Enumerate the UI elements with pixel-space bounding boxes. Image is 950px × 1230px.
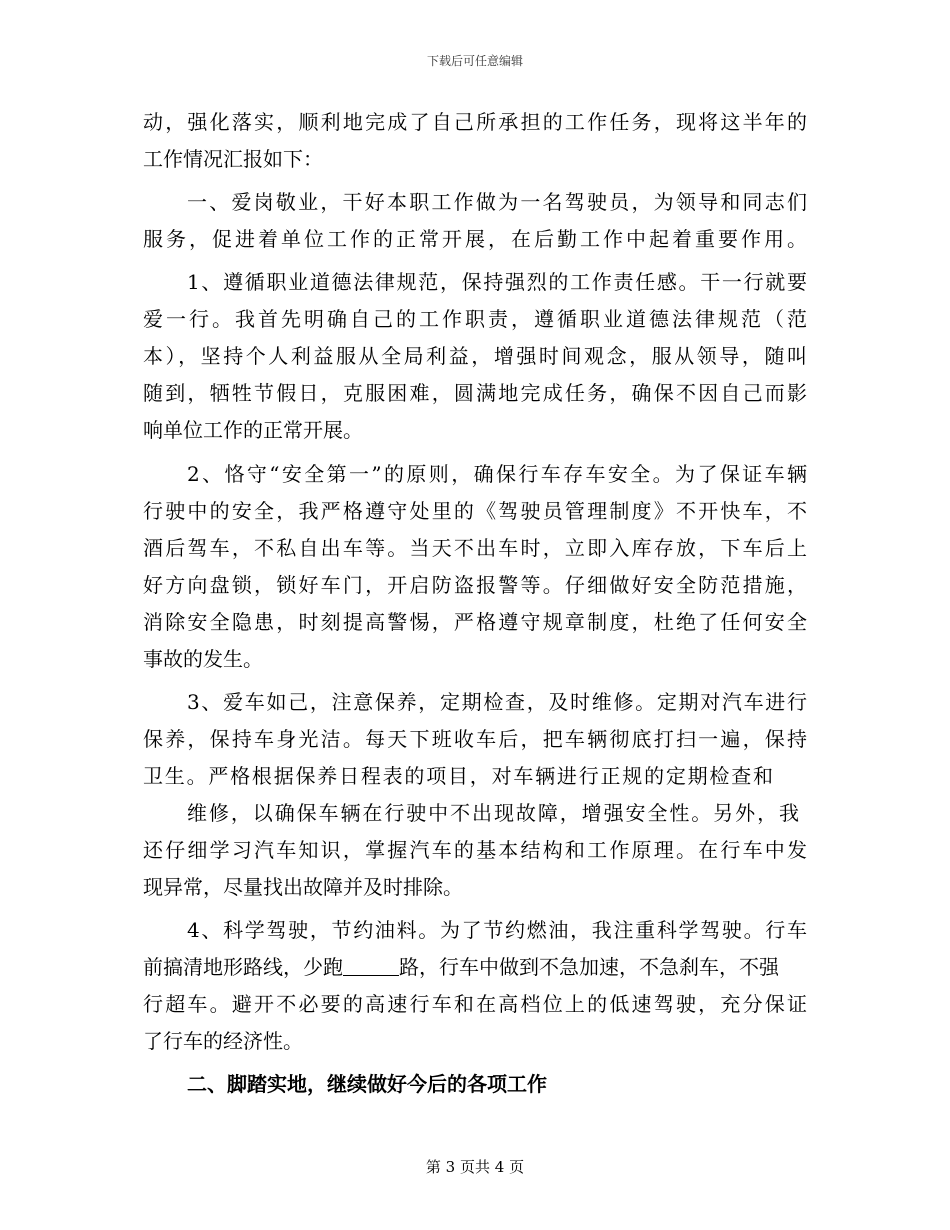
text-line: 一、爱岗敬业，干好本职工作做为一名驾驶员，为领导和同志们: [187, 190, 807, 214]
text-line: 1、遵循职业道德法律规范，保持强烈的工作责任感。干一行就要: [187, 270, 807, 294]
text-segment: 前搞清地形路线，少跑: [143, 955, 343, 979]
section-heading: 二、脚踏实地，继续做好今后的各项工作: [187, 1072, 547, 1096]
text-line: 爱一行。我首先明确自己的工作职责，遵循职业道德法律规范（范: [143, 307, 807, 331]
text-line: 随到，牺牲节假日，克服困难，圆满地完成任务，确保不因自己而影: [143, 381, 807, 405]
text-line: 服务，促进着单位工作的正常开展，在后勤工作中起着重要作用。: [143, 227, 807, 251]
text-line: 本），坚持个人利益服从全局利益，增强时间观念，服从领导，随叫: [143, 344, 807, 368]
text-line: 响单位工作的正常开展。: [143, 418, 363, 442]
text-line: 好方向盘锁，锁好车门，开启防盗报警等。仔细做好安全防范措施，: [143, 573, 807, 597]
text-line: 酒后驾车，不私自出车等。当天不出车时，立即入库存放，下车后上: [143, 536, 807, 560]
text-line-with-blank: [143, 953, 807, 981]
text-line: 动，强化落实，顺利地完成了自己所承担的工作任务，现将这半年的: [143, 110, 807, 134]
page-footer: 第 3 页共 4 页: [425, 1158, 525, 1176]
text-line: 卫生。严格根据保养日程表的项目，对车辆进行正规的定期检查和: [143, 764, 773, 788]
text-line: 了行车的经济性。: [143, 1029, 303, 1053]
text-line: 工作情况汇报如下：: [143, 147, 323, 171]
text-line: 4、科学驾驶，节约油料。为了节约燃油，我注重科学驾驶。行车: [187, 918, 807, 942]
text-line: 行超车。避开不必要的高速行车和在高档位上的低速驾驶，充分保证: [143, 992, 807, 1016]
text-line: 消除安全隐患，时刻提高警惕，严格遵守规章制度，杜绝了任何安全: [143, 610, 807, 634]
text-line: 2、恪守“安全第一”的原则，确保行车存车安全。为了保证车辆: [187, 462, 807, 486]
page-header: 下载后可任意编辑: [426, 54, 523, 68]
text-segment: 路，行车中做到不急加速，不急刹车，不强: [399, 955, 779, 979]
text-line: 3、爱车如己，注意保养，定期检查，及时维修。定期对汽车进行: [187, 690, 807, 714]
fill-in-blank: [343, 957, 399, 976]
text-line: 还仔细学习汽车知识，掌握汽车的基本结构和工作原理。在行车中发: [143, 838, 807, 862]
text-line: 现异常，尽量找出故障并及时排除。: [143, 875, 463, 899]
text-line: 保养，保持车身光洁。每天下班收车后，把车辆彻底打扫一遍，保持: [143, 727, 807, 751]
text-line: 行驶中的安全，我严格遵守处里的《驾驶员管理制度》不开快车，不: [143, 499, 807, 523]
text-line: 事故的发生。: [143, 647, 263, 671]
text-line: 维修，以确保车辆在行驶中不出现故障，增强安全性。另外，我: [187, 801, 799, 825]
